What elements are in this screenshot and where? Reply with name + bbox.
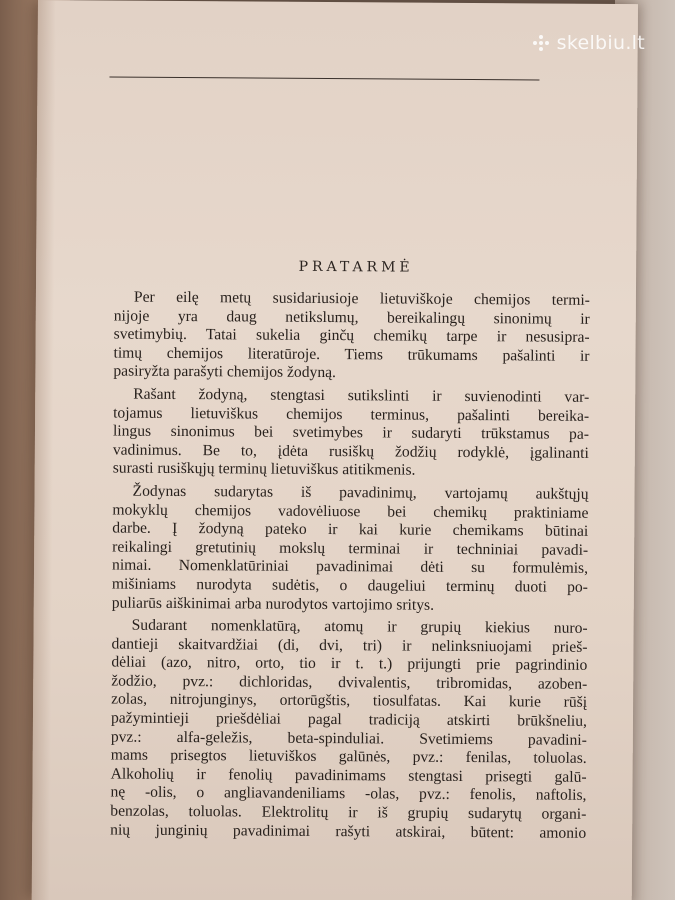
text-line: timų chemijos literatūroje. Tiems trūkumams pašalinti ir xyxy=(113,344,590,365)
text-line: nijoje yra daug netikslumų, bereikalingų sinonimų ir xyxy=(113,307,590,328)
text-line: Per eilę metų susidariusioje lietuviškoje chemijos termi- xyxy=(133,288,590,309)
body-text xyxy=(110,289,590,848)
watermark xyxy=(533,32,645,54)
text-line: mams prisegtos lietuviškos galūnės, pvz.: fenilas, toluolas. xyxy=(110,746,587,768)
watermark-text: skelbiu.lt xyxy=(556,32,645,54)
text-line: benzolas, toluolas. Elektrolitų ir iš grupių sudarytų organi- xyxy=(110,802,587,823)
text-line: pvz.: alfa-geležis, beta-spinduliai. Svetimiems pavadini- xyxy=(110,728,587,749)
text-line: mokyklų chemijos vadovėliuose bei chemikų praktiniame xyxy=(112,501,589,522)
paragraph xyxy=(110,617,588,843)
paragraph xyxy=(112,482,589,615)
text-line: Alkoholių ir fenolių pavadinimams stengtasi prisegti galū- xyxy=(110,765,587,786)
text-line: svetimybių. Tatai sukelia ginčų chemikų tarpe ir nesusipra- xyxy=(113,325,590,347)
text-line: žodžio, pvz.: dichloridas, dvivalentis, tribromidas, azoben- xyxy=(111,672,588,693)
text-line: zolas, nitrojunginys, ortorūgštis, tiosulfatas. Kai kurie rūšį xyxy=(111,690,588,712)
top-rule xyxy=(109,77,539,81)
text-line: Žodynas sudarytas iš pavadinimų, vartojamų aukštųjų xyxy=(132,482,589,503)
text-line: nę -olis, o angliavandeniliams -olas, pvz.: fenolis, naftolis, xyxy=(110,783,587,805)
watermark-dots-icon xyxy=(533,33,553,53)
text-line: Rašant žodyną, stengtasi sutikslinti ir suvienodinti var- xyxy=(133,385,590,406)
paragraph xyxy=(113,386,590,482)
text-line: darbe. Į žodyną pateko ir kai kurie chemikams būtinai xyxy=(112,519,589,540)
text-line: dėliai (azo, nitro, orto, tio ir t. t.) prijungti prie pagrindinio xyxy=(111,653,588,675)
page-heading: PRATARMĖ xyxy=(298,258,414,276)
text-line: pasiryžta parašyti chemijos žodyną. xyxy=(113,362,337,382)
text-line: Sudarant nomenklatūrą, atomų ir grupių kiekius nuro- xyxy=(131,616,588,637)
text-line: puliarūs aiškinimai arba nurodytos vartojimo sritys. xyxy=(111,594,435,614)
text-line: surasti rusiškųjų terminų lietuviškus atitikmenis. xyxy=(112,459,416,479)
text-line: nių junginių pavadinimai rašyti atskirai, būtent: amonio xyxy=(110,821,587,842)
text-line: reikalingi gretutinių mokslų terminai ir techniniai pavadi- xyxy=(112,538,589,559)
book-page xyxy=(32,0,638,900)
text-line: nimai. Nomenklatūriniai pavadinimai dėti su formulėmis, xyxy=(111,556,589,578)
text-line: lingus sinonimus bei svetimybes ir sudaryti trūkstamus pa- xyxy=(112,422,590,444)
text-line: pažymintieji priešdėliai pagal tradiciją atskirti brūkšneliu, xyxy=(110,709,588,730)
text-line: dantieji skaitvardžiai (di, dvi, tri) ir nelinksniuojami prieš- xyxy=(111,635,588,656)
text-line: vadinimus. Be to, įdėta rusiškų žodžių rodyklė, įgalinanti xyxy=(112,441,589,462)
text-line: tojamus lietuviškus chemijos terminus, pašalinti bereika- xyxy=(113,404,590,425)
paragraph xyxy=(113,289,590,385)
text-line: mišiniams nurodyta sudėtis, o daugeliui terminų duoti po- xyxy=(111,575,588,596)
